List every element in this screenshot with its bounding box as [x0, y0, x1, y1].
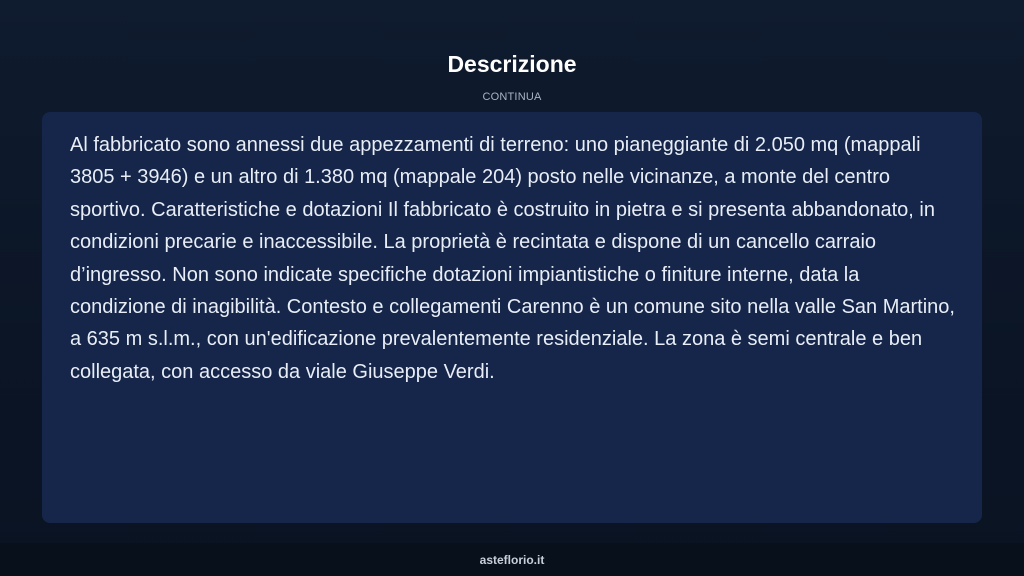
continua-label: CONTINUA — [482, 91, 542, 103]
page-header — [0, 50, 1024, 104]
description-text: Al fabbricato sono annessi due appezzamenti di terreno: uno pianeggiante di 2.050 mq (mappali 3805 + 3946) e un altro di 1.380 mq (mappale 204) posto nelle vicinanze, a monte del centro sportivo. Caratteristiche e dotazioni Il fabbricato è costruito in pietra e si presenta abbandonato, in condizioni precarie e inaccessibile. La proprietà è recintata e dispone di un cancello carraio d’ingresso. Non sono indicate specifiche dotazioni impiantistiche o finiture interne, data la condizione di inagibilità. Contesto e collegamenti Carenno è un comune sito nella valle San Martino, a 635 m s.l.m., con un'edificazione prevalentemente residenziale. La zona è semi centrale e ben collegata, con accesso da viale Giuseppe Verdi. — [70, 134, 955, 383]
description-card — [42, 112, 982, 523]
page-title: Descrizione — [447, 51, 577, 77]
footer-bar — [0, 543, 1024, 576]
site-name: asteflorio.it — [479, 553, 545, 567]
